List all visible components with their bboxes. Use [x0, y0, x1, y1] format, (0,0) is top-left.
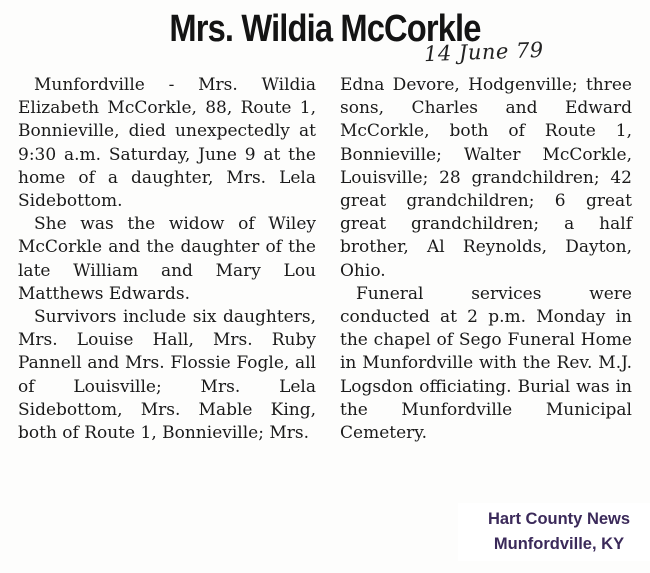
paragraph-survivors: Survivors include six daughters, Mrs. Louise Hall, Mrs. Ruby Pannell and Mrs. Flossie Fogle, all of Louisville; Mrs. Lela Sidebottom, Mrs. Mable King, both of Route 1, Bonnieville; Mrs.: [18, 307, 316, 444]
newspaper-location: Munfordville, KY: [493, 535, 625, 553]
left-text-column: [18, 74, 316, 445]
paragraph-family: She was the widow of Wiley McCorkle and the daughter of the late William and Mary Lou Matthews Edwards.: [18, 214, 316, 304]
paragraph-death-notice: Munfordville - Mrs. Wildia Elizabeth McCorkle, 88, Route 1, Bonnieville, died unexpectedly at 9:30 a.m. Saturday, June 9 at the home of a daughter, Mrs. Lela Sidebottom.: [18, 75, 316, 212]
handwritten-date: 14 June 79: [423, 37, 545, 67]
newspaper-credit: [458, 503, 650, 561]
right-text-column: [340, 74, 632, 445]
obituary-headline: Mrs. Wildia McCorkle: [169, 8, 481, 50]
paragraph-funeral: Funeral services were conducted at 2 p.m. Monday in the chapel of Sego Funeral Home in Munfordville with the Rev. M.J. Logsdon officiating. Burial was in the Munfordville Municipal Cemetery.: [340, 283, 632, 444]
paragraph-survivors-continued: Edna Devore, Hodgenville; three sons, Charles and Edward McCorkle, both of Route 1, Bonnieville; Walter McCorkle, Louisville; 28 grandchildren; 42 great grandchildren; 6 great great grandchildren; a half brother, Al Reynolds, Dayton, Ohio.: [340, 75, 632, 281]
newspaper-name: Hart County News: [487, 510, 631, 528]
